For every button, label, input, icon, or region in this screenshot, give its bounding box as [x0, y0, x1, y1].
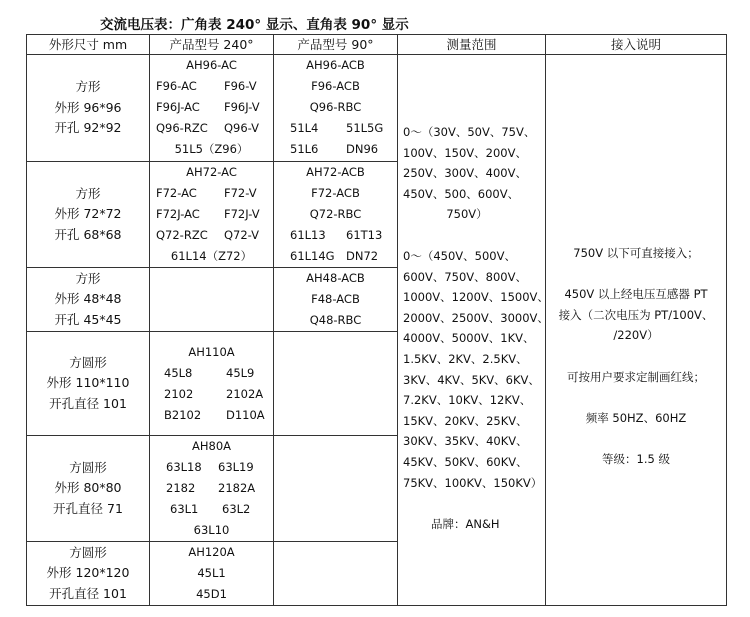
page-title: 交流电压表：广角表 240° 显示、直角表 90° 显示 [100, 17, 409, 33]
header-range: 测量范围 [398, 35, 546, 55]
model-line: AH48-ACB [306, 271, 365, 285]
models-90-cell [274, 55, 398, 162]
size-cell: 方形 外形 96*96 开孔 92*92 [27, 55, 150, 162]
model-line: 45L8 45L9 [164, 366, 255, 380]
model-line: 45D1 [196, 587, 227, 601]
model-line: 63L10 [193, 523, 230, 537]
models-240-cell [150, 436, 274, 542]
model-line: Q48-RBC [309, 313, 362, 327]
header-model-240: 产品型号 240° [150, 35, 274, 55]
model-line: F96-AC F96-V [156, 79, 257, 93]
models-240-cell [150, 55, 274, 162]
models-240-cell [150, 268, 274, 332]
size-cell: 方形 外形 48*48 开孔 45*45 [27, 268, 150, 332]
header-row [27, 35, 727, 55]
model-line: 51L6 DN96 [290, 142, 379, 156]
model-line: AH80A [191, 439, 231, 453]
model-line: 63L1 63L2 [170, 502, 251, 516]
models-90-cell [274, 268, 398, 332]
model-line: 2102 2102A [164, 387, 264, 401]
size-cell: 方圆形 外形 80*80 开孔直径 71 [27, 436, 150, 542]
model-line: Q96-RBC [309, 100, 362, 114]
model-line: Q96-RZC Q96-V [156, 121, 260, 135]
models-240-cell [150, 542, 274, 606]
model-line: AH96-ACB [306, 58, 365, 72]
header-size: 外形尺寸 mm [27, 35, 150, 55]
model-line: 51L4 51L5G [290, 121, 384, 135]
spec-table [26, 34, 727, 606]
header-description: 接入说明 [546, 35, 727, 55]
model-line: Q72-RBC [309, 207, 362, 221]
model-line: AH110A [188, 345, 235, 359]
models-90-cell [274, 162, 398, 268]
model-line: F48-ACB [311, 292, 360, 306]
model-line: AH96-AC [186, 58, 237, 72]
size-cell: 方形 外形 72*72 开孔 68*68 [27, 162, 150, 268]
model-line: 61L14（Z72） [170, 249, 253, 263]
model-line: 61L14G DN72 [290, 249, 379, 263]
model-line: AH72-ACB [306, 165, 365, 179]
models-240-cell [150, 332, 274, 436]
table-row [27, 55, 727, 162]
model-line: 2182 2182A [166, 481, 256, 495]
model-line: Q72-RZC Q72-V [156, 228, 260, 242]
brand-label: 品牌：AN&H [431, 517, 500, 532]
model-line: B2102 D110A [164, 408, 265, 422]
header-model-90: 产品型号 90° [274, 35, 398, 55]
model-line: AH120A [188, 545, 235, 559]
models-90-cell [274, 436, 398, 542]
models-90-cell [274, 542, 398, 606]
model-line: 51L5（Z96） [174, 142, 249, 156]
description-cell: 750V 以下可直接接入； 450V 以上经电压互感器 PT 接入（二次电压为 PT/100V、 /220V） 可按用户要求定制画红线； 频率 50HZ、60HZ 等级：1.5 级 [546, 55, 727, 606]
model-line: 45L1 [197, 566, 226, 580]
size-cell: 方圆形 外形 110*110 开孔直径 101 [27, 332, 150, 436]
model-line: F72-ACB [311, 186, 360, 200]
model-line: F72J-AC F72J-V [156, 207, 260, 221]
measurement-range-cell: 0～（30V、50V、75V、 100V、150V、200V、 250V、300V、400V、 450V、500、600V、 750V） 0～（450V、500V、 600V、750V、800V、 1000V、1200V、1500V、 2000V、2500V、3000V、 4000V、5000V、1KV、 1.5KV、2KV、2.5KV、 3KV、4KV、5KV、6KV、 7.2KV、10KV、12KV、 15KV、20KV、25KV、 30KV、35KV、40KV、 45KV、50KV、60KV、 75KV、100KV、150KV） 品牌：AN&H [398, 55, 546, 606]
models-90-cell [274, 332, 398, 436]
size-cell: 方圆形 外形 120*120 开孔直径 101 [27, 542, 150, 606]
model-line: F72-AC F72-V [156, 186, 257, 200]
model-line: 63L18 63L19 [166, 460, 254, 474]
models-240-cell [150, 162, 274, 268]
model-line: AH72-AC [186, 165, 237, 179]
model-line: F96-ACB [311, 79, 360, 93]
model-line: 61L13 61T13 [290, 228, 383, 242]
model-line: F96J-AC F96J-V [156, 100, 260, 114]
